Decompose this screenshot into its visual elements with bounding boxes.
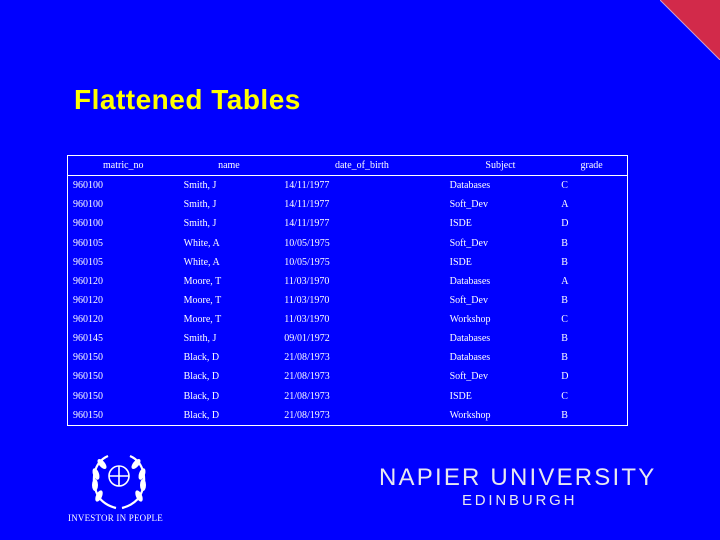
table-row xyxy=(68,406,628,426)
table-cell: Moore, T xyxy=(183,314,222,326)
table-cell: 21/08/1973 xyxy=(284,409,330,421)
table-cell: 10/05/1975 xyxy=(284,256,330,268)
flattened-table xyxy=(67,155,628,426)
table-row xyxy=(68,367,628,386)
table-row xyxy=(68,233,628,252)
column-header: date_of_birth xyxy=(279,156,444,176)
table-cell: B xyxy=(561,256,568,268)
table-cell: 21/08/1973 xyxy=(284,371,330,383)
table-cell: 960150 xyxy=(73,371,103,383)
table-cell: Smith, J xyxy=(183,218,217,230)
table-body xyxy=(68,176,628,426)
table-cell: 960150 xyxy=(73,352,103,364)
table-cell: 960105 xyxy=(73,237,103,249)
table-cell: 960105 xyxy=(73,256,103,268)
table-cell: Databases xyxy=(449,180,491,192)
investor-in-people-label: INVESTOR IN PEOPLE xyxy=(68,513,163,523)
slide-title: Flattened Tables xyxy=(74,84,301,115)
university-name: NAPIER UNIVERSITY xyxy=(379,464,657,491)
table-row xyxy=(68,310,628,329)
table-header-row xyxy=(68,156,628,176)
table-cell: Moore, T xyxy=(183,294,222,306)
table-cell: 960150 xyxy=(73,390,103,402)
table-cell: 11/03/1970 xyxy=(284,294,330,306)
table-row xyxy=(68,253,628,272)
table-cell: 14/11/1977 xyxy=(284,199,330,211)
table-cell: Black, D xyxy=(183,352,220,364)
table-cell: 09/01/1972 xyxy=(284,333,330,345)
table-cell: Smith, J xyxy=(183,180,217,192)
table-cell: 960145 xyxy=(73,333,103,345)
table-cell: Databases xyxy=(449,275,491,287)
table-cell: Soft_Dev xyxy=(449,199,488,211)
table-cell: C xyxy=(561,180,568,192)
table-cell: White, A xyxy=(183,237,220,249)
table-cell: Black, D xyxy=(183,409,220,421)
column-header: matric_no xyxy=(68,156,179,176)
university-city: EDINBURGH xyxy=(462,492,578,509)
table-cell: Black, D xyxy=(183,371,220,383)
table-cell: White, A xyxy=(183,256,220,268)
table-cell: Moore, T xyxy=(183,275,222,287)
table-row xyxy=(68,348,628,367)
table-cell: D xyxy=(561,218,569,230)
table-cell: 10/05/1975 xyxy=(284,237,330,249)
table-cell: 14/11/1977 xyxy=(284,180,330,192)
table-cell: A xyxy=(561,275,569,287)
table-cell: Black, D xyxy=(183,390,220,402)
table-row xyxy=(68,291,628,310)
table-cell: Workshop xyxy=(449,409,491,421)
table-cell: B xyxy=(561,237,568,249)
table-cell: Soft_Dev xyxy=(449,294,488,306)
table-cell: ISDE xyxy=(449,390,472,402)
table-cell: B xyxy=(561,409,568,421)
table-cell: D xyxy=(561,371,569,383)
table-cell: B xyxy=(561,333,568,345)
table-cell: 14/11/1977 xyxy=(284,218,330,230)
table-cell: 960150 xyxy=(73,409,103,421)
table-cell: Databases xyxy=(449,352,491,364)
table-cell: 960120 xyxy=(73,275,103,287)
table-cell: 960120 xyxy=(73,294,103,306)
table-cell: 21/08/1973 xyxy=(284,352,330,364)
table-cell: ISDE xyxy=(449,218,472,230)
table-row xyxy=(68,195,628,214)
table-cell: B xyxy=(561,294,568,306)
column-header: Subject xyxy=(445,156,557,176)
table-cell: Smith, J xyxy=(183,333,217,345)
table-cell: 21/08/1973 xyxy=(284,390,330,402)
table-cell: 960100 xyxy=(73,180,103,192)
table-row xyxy=(68,176,628,196)
table-cell: Soft_Dev xyxy=(449,371,488,383)
table-row xyxy=(68,214,628,233)
table-cell: A xyxy=(561,199,569,211)
corner-edge-line xyxy=(660,0,720,60)
column-header: grade xyxy=(556,156,627,176)
table-cell: Smith, J xyxy=(183,199,217,211)
table-cell: Soft_Dev xyxy=(449,237,488,249)
table-cell: B xyxy=(561,352,568,364)
table-cell: Databases xyxy=(449,333,491,345)
table-cell: 11/03/1970 xyxy=(284,275,330,287)
table-row xyxy=(68,329,628,348)
table-cell: 960100 xyxy=(73,199,103,211)
table-cell: Workshop xyxy=(449,314,491,326)
table-cell: 960100 xyxy=(73,218,103,230)
table-row xyxy=(68,272,628,291)
table-cell: 11/03/1970 xyxy=(284,314,330,326)
table-cell: C xyxy=(561,390,568,402)
table-row xyxy=(68,387,628,406)
table-cell: ISDE xyxy=(449,256,472,268)
table-cell: 960120 xyxy=(73,314,103,326)
table-cell: C xyxy=(561,314,568,326)
column-header: name xyxy=(179,156,280,176)
